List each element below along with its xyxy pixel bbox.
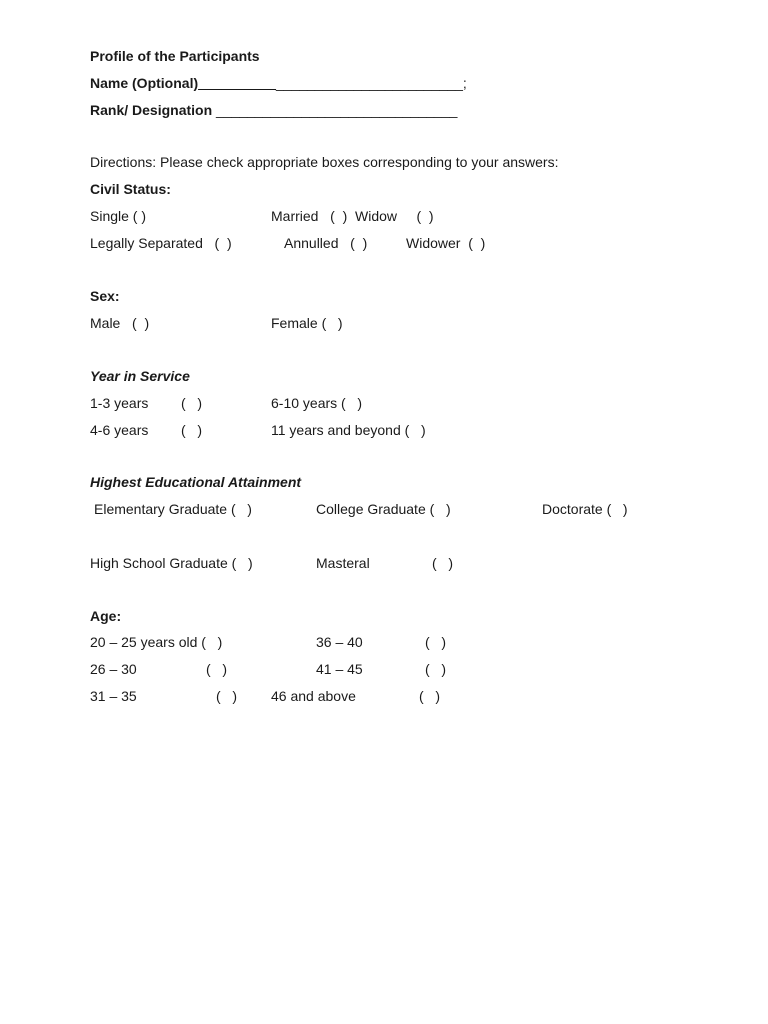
option-single[interactable]: Single ( ) [90,208,147,224]
option-1-3-years-box[interactable]: ( ) [181,395,202,411]
option-college-graduate[interactable]: College Graduate ( ) [316,501,451,517]
education-heading: Highest Educational Attainment [90,474,302,490]
option-age-20-25[interactable]: 20 – 25 years old ( ) [90,634,223,650]
option-male[interactable]: Male ( ) [90,315,150,331]
option-age-46-above-label: 46 and above [271,688,356,704]
option-age-41-45-label: 41 – 45 [316,661,363,677]
sex-heading: Sex: [90,288,120,304]
option-age-41-45-box[interactable]: ( ) [425,661,446,677]
option-doctorate[interactable]: Doctorate ( ) [542,501,628,517]
option-6-10-years[interactable]: 6-10 years ( ) [271,395,363,411]
option-annulled[interactable]: Annulled ( ) [284,235,368,251]
civil-status-heading: Civil Status: [90,181,171,197]
directions-text: Directions: Please check appropriate boxes corresponding to your answers: [90,154,559,170]
option-female[interactable]: Female ( ) [271,315,343,331]
option-masteral-label: Masteral [316,555,370,571]
rank-blank[interactable]: _______________________________ [216,102,458,118]
option-11-years-beyond[interactable]: 11 years and beyond ( ) [271,422,426,438]
option-high-school-graduate[interactable]: High School Graduate ( ) [90,555,253,571]
option-widower[interactable]: Widower ( ) [406,235,486,251]
option-masteral-box[interactable]: ( ) [432,555,453,571]
option-married-widow[interactable]: Married ( ) Widow ( ) [271,208,434,224]
name-label: Name (Optional) [90,75,199,91]
year-in-service-heading: Year in Service [90,368,190,384]
option-1-3-years-label: 1-3 years [90,395,149,411]
option-4-6-years-box[interactable]: ( ) [181,422,202,438]
option-age-26-30-label: 26 – 30 [90,661,137,677]
name-field-row [90,74,467,92]
option-legally-separated[interactable]: Legally Separated ( ) [90,235,232,251]
option-age-31-35-label: 31 – 35 [90,688,137,704]
rank-label: Rank/ Designation [90,102,217,118]
option-age-26-30-box[interactable]: ( ) [206,661,227,677]
age-heading: Age: [90,608,122,624]
name-blank-underlined[interactable]: __________ [198,75,276,91]
option-age-46-above-box[interactable]: ( ) [419,688,440,704]
option-age-31-35-box[interactable]: ( ) [216,688,237,704]
option-4-6-years-label: 4-6 years [90,422,149,438]
name-blank[interactable]: ________________________; [276,75,467,91]
option-elementary-graduate[interactable]: Elementary Graduate ( ) [94,501,252,517]
option-age-36-40-box[interactable]: ( ) [425,634,446,650]
option-age-36-40-label: 36 – 40 [316,634,363,650]
form-title: Profile of the Participants [90,48,260,64]
rank-field-row [90,101,457,119]
